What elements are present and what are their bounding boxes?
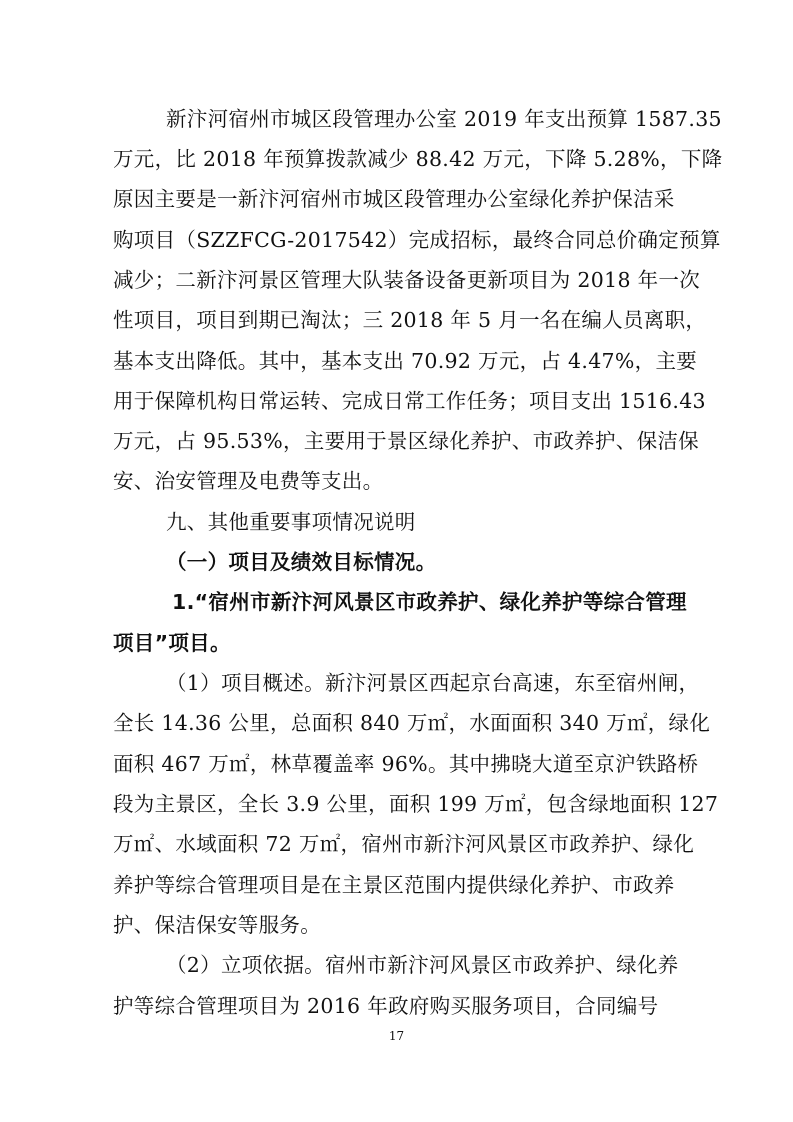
overview-line-2: 全长 14.36 公里，总面积 840 万㎡，水面面积 340 万㎡，绿化 xyxy=(113,711,711,735)
budget-line-10: 安、治安管理及电费等支出。 xyxy=(113,469,384,493)
overview-line-4: 段为主景区，全长 3.9 公里，面积 199 万㎡，包含绿地面积 127 xyxy=(113,792,719,816)
overview-line-3: 面积 467 万㎡，林草覆盖率 96%。其中拂晓大道至京沪铁路桥 xyxy=(113,752,699,776)
overview-line-6: 养护等综合管理项目是在主景区范围内提供绿化养护、市政养 xyxy=(113,873,675,897)
budget-line-7: 基本支出降低。其中，基本支出 70.92 万元，占 4.47%，主要 xyxy=(113,349,698,373)
budget-line-8: 用于保障机构日常运转、完成日常工作任务；项目支出 1516.43 xyxy=(113,389,706,413)
budget-line-3: 原因主要是一新汴河宿州市城区段管理办公室绿化养护保洁采 xyxy=(113,187,675,211)
budget-line-1: 新汴河宿州市城区段管理办公室 2019 年支出预算 1587.35 xyxy=(166,107,722,131)
budget-line-6: 性项目，项目到期已淘汰；三 2018 年 5 月一名在编人员离职， xyxy=(113,308,707,332)
subsection-one-heading: （一）项目及绩效目标情况。 xyxy=(166,550,437,574)
page-number: 17 xyxy=(388,1029,405,1043)
overview-line-1: （1）项目概述。新汴河景区西起京台高速，东至宿州闸， xyxy=(166,671,700,695)
section-nine-heading: 九、其他重要事项情况说明 xyxy=(166,510,416,534)
budget-line-4: 购项目（SZZFCG-2017542）完成招标，最终合同总价确定预算 xyxy=(113,228,721,252)
project-title-line-1: 1.“宿州市新汴河风景区市政养护、绿化养护等综合管理 xyxy=(172,590,687,614)
overview-line-5: 万㎡、水域面积 72 万㎡，宿州市新汴河风景区市政养护、绿化 xyxy=(113,832,695,856)
basis-line-1: （2）立项依据。宿州市新汴河风景区市政养护、绿化养 xyxy=(166,953,679,977)
project-title-line-2: 项目”项目。 xyxy=(113,631,231,655)
budget-line-2: 万元，比 2018 年预算拨款减少 88.42 万元，下降 5.28%，下降 xyxy=(113,147,723,171)
overview-line-7: 护、保洁保安等服务。 xyxy=(113,913,321,937)
budget-line-9: 万元，占 95.53%，主要用于景区绿化养护、市政养护、保洁保 xyxy=(113,429,699,453)
budget-line-5: 减少；二新汴河景区管理大队装备设备更新项目为 2018 年一次 xyxy=(113,268,701,292)
basis-line-2: 护等综合管理项目为 2016 年政府购买服务项目，合同编号 xyxy=(113,994,659,1018)
